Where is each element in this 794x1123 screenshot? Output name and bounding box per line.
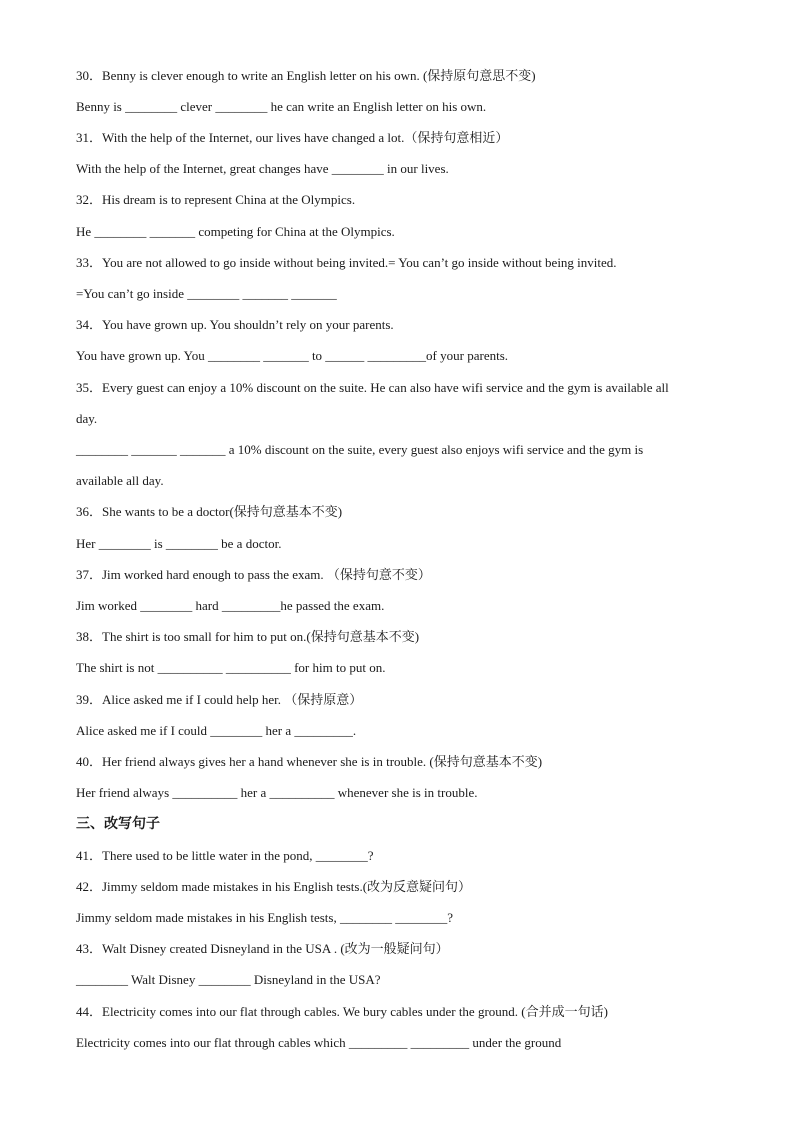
question-35: 35．Every guest can enjoy a 10% discount on the suite. He can also have wifi service and the gym is available all <box>76 380 669 395</box>
question-41: 41．There used to be little water in the pond, ________? <box>76 848 374 863</box>
answer-line-34: You have grown up. You ________ _______ to ______ _________of your parents. <box>76 348 509 363</box>
answer-line-35-cont: available all day. <box>76 473 164 488</box>
section-heading: 三、改写句子 <box>76 816 160 832</box>
answer-line-39: Alice asked me if I could ________ her a _________. <box>76 723 357 738</box>
question-42: 42．Jimmy seldom made mistakes in his English tests.(改为反意疑问句） <box>76 879 472 894</box>
question-40: 40．Her friend always gives her a hand whenever she is in trouble. (保持句意基本不变) <box>76 754 543 769</box>
question-36: 36．She wants to be a doctor(保持句意基本不变) <box>76 504 343 519</box>
answer-line-38: The shirt is not __________ __________ for him to put on. <box>76 660 386 675</box>
answer-line-30: Benny is ________ clever ________ he can write an English letter on his own. <box>76 99 487 114</box>
question-31: 31．With the help of the Internet, our lives have changed a lot.（保持句意相近） <box>76 130 509 145</box>
answer-line-36: Her ________ is ________ be a doctor. <box>76 536 282 551</box>
question-38: 38．The shirt is too small for him to put on.(保持句意基本不变) <box>76 629 420 644</box>
question-37: 37．Jim worked hard enough to pass the exam. （保持句意不变） <box>76 567 431 582</box>
answer-line-32: He ________ _______ competing for China at the Olympics. <box>76 224 395 239</box>
question-39: 39．Alice asked me if I could help her. （保持原意） <box>76 692 363 707</box>
answer-line-40: Her friend always __________ her a __________ whenever she is in trouble. <box>76 785 478 800</box>
question-33: 33．You are not allowed to go inside without being invited.= You can’t go inside without being invited. <box>76 255 617 270</box>
answer-line-31: With the help of the Internet, great changes have ________ in our lives. <box>76 161 449 176</box>
answer-line-43: ________ Walt Disney ________ Disneyland in the USA? <box>76 972 381 987</box>
question-30: 30．Benny is clever enough to write an English letter on his own. (保持原句意思不变) <box>76 68 536 83</box>
answer-line-33: =You can’t go inside ________ _______ _______ <box>76 286 337 301</box>
answer-line-42: Jimmy seldom made mistakes in his English tests, ________ ________? <box>76 910 453 925</box>
question-32: 32．His dream is to represent China at the Olympics. <box>76 192 356 207</box>
question-34: 34．You have grown up. You shouldn’t rely on your parents. <box>76 317 394 332</box>
question-35-cont: day. <box>76 411 98 426</box>
answer-line-35: ________ _______ _______ a 10% discount on the suite, every guest also enjoys wifi service and the gym is <box>76 442 644 457</box>
answer-line-37: Jim worked ________ hard _________he passed the exam. <box>76 598 385 613</box>
question-44: 44．Electricity comes into our flat through cables. We bury cables under the ground. (合并成一句话) <box>76 1004 608 1019</box>
answer-line-44: Electricity comes into our flat through cables which _________ _________ under the ground <box>76 1035 562 1050</box>
question-43: 43．Walt Disney created Disneyland in the USA . (改为一般疑问句） <box>76 941 449 956</box>
